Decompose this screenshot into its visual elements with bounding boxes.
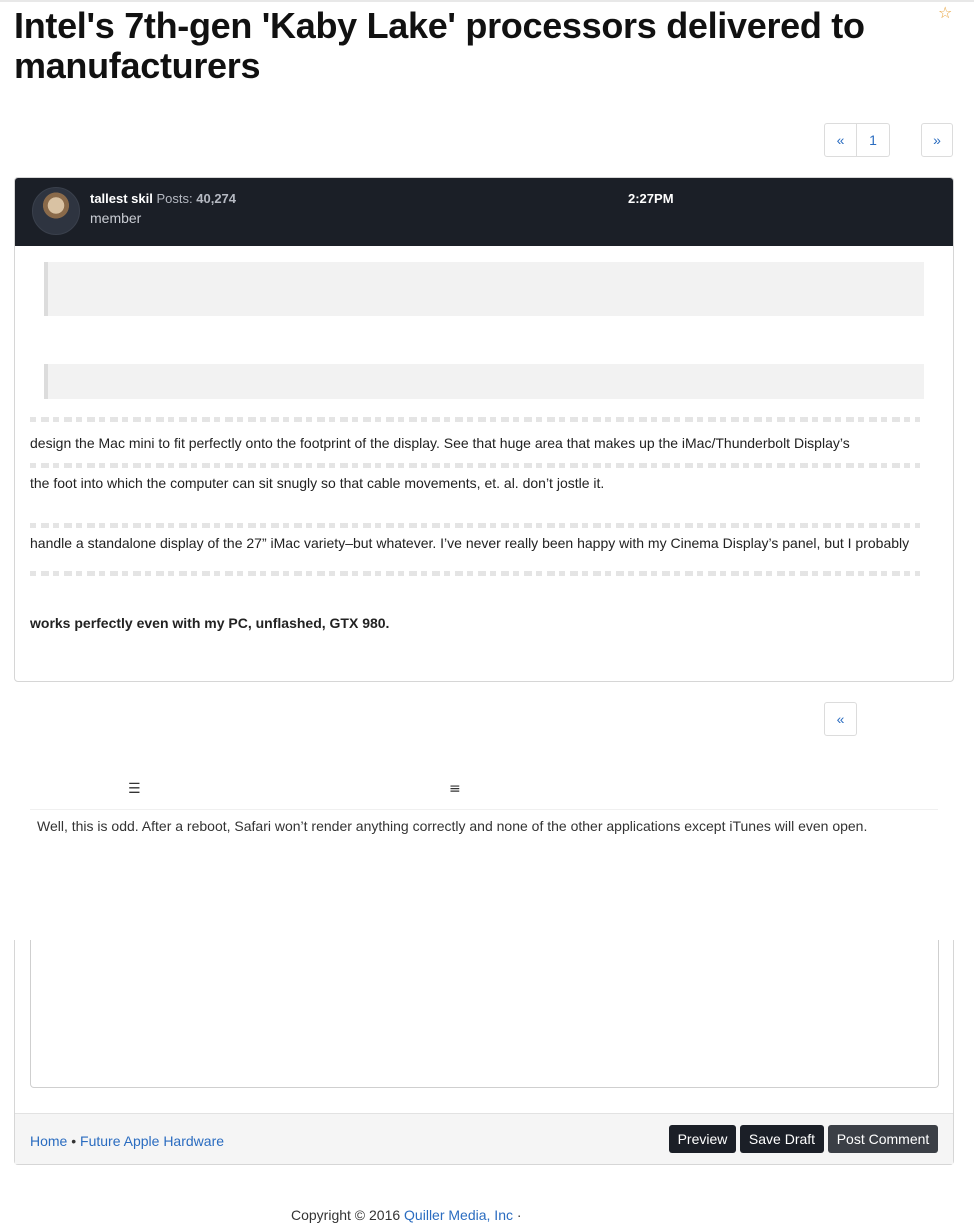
faded-text-line [30, 523, 920, 528]
editor-draft-text[interactable]: Well, this is odd. After a reboot, Safari won’t render anything correctly and none of the other applications except iTunes will even open. [37, 818, 868, 834]
faded-text-line [30, 571, 920, 576]
copyright-text: Copyright © 2016 [291, 1207, 401, 1223]
post-comment-button[interactable]: Post Comment [828, 1125, 938, 1153]
post-text-line: works perfectly even with my PC, unflashed, GTX 980. [30, 615, 390, 631]
pager-first-button[interactable]: « [824, 702, 857, 736]
author-line [90, 191, 236, 206]
numbered-list-icon[interactable]: ☰ [128, 781, 141, 797]
breadcrumb [30, 1133, 224, 1149]
breadcrumb-category-link[interactable]: Future Apple Hardware [80, 1133, 225, 1149]
pager-first-button[interactable]: « [824, 123, 857, 157]
post-text-line: design the Mac mini to fit perfectly onto the footprint of the display. See that huge area that makes up the iMac/Thunderbolt Display’s [30, 435, 850, 451]
posts-count: 40,274 [196, 191, 237, 206]
copyright [291, 1207, 522, 1223]
post-card [14, 177, 954, 682]
pager-page-1[interactable]: 1 [857, 123, 890, 157]
preview-button[interactable]: Preview [669, 1125, 736, 1153]
reply-footer [15, 1113, 953, 1164]
save-draft-button[interactable]: Save Draft [740, 1125, 824, 1153]
author-name[interactable]: tallest skil [90, 191, 153, 206]
post-text-line: the foot into which the computer can sit snugly so that cable movements, et. al. don’t jostle it. [30, 475, 605, 491]
faded-text-line [30, 417, 920, 422]
company-link[interactable]: Quiller Media, Inc [404, 1207, 513, 1223]
star-icon[interactable]: ☆ [938, 3, 953, 22]
avatar[interactable] [32, 187, 80, 235]
post-header [15, 178, 953, 246]
copyright-separator: · [516, 1207, 522, 1223]
reply-textarea[interactable] [30, 940, 939, 1088]
page-title: Intel's 7th-gen 'Kaby Lake' processors delivered to manufacturers [14, 5, 865, 86]
editor-toolbar [30, 770, 938, 808]
top-border [0, 0, 974, 2]
post-text-line: handle a standalone display of the 27” iMac variety–but whatever. I’ve never really been happy with my Cinema Display’s panel, but I probably [30, 535, 910, 551]
reply-card [14, 940, 954, 1165]
pager-bottom [824, 702, 857, 736]
author-role: member [90, 210, 142, 226]
posts-label: Posts: [156, 191, 193, 206]
breadcrumb-separator: • [71, 1133, 77, 1149]
pager-last-button[interactable]: » [921, 123, 953, 157]
faded-text-line [30, 463, 920, 468]
quote-block [44, 262, 924, 316]
editor-divider [30, 809, 938, 810]
pager-top [824, 123, 890, 157]
pager-top-next [921, 123, 953, 157]
align-center-icon[interactable]: ≡ [449, 781, 461, 797]
breadcrumb-home-link[interactable]: Home [30, 1133, 68, 1149]
quote-block [44, 364, 924, 399]
post-time: 2:27PM [628, 191, 674, 206]
